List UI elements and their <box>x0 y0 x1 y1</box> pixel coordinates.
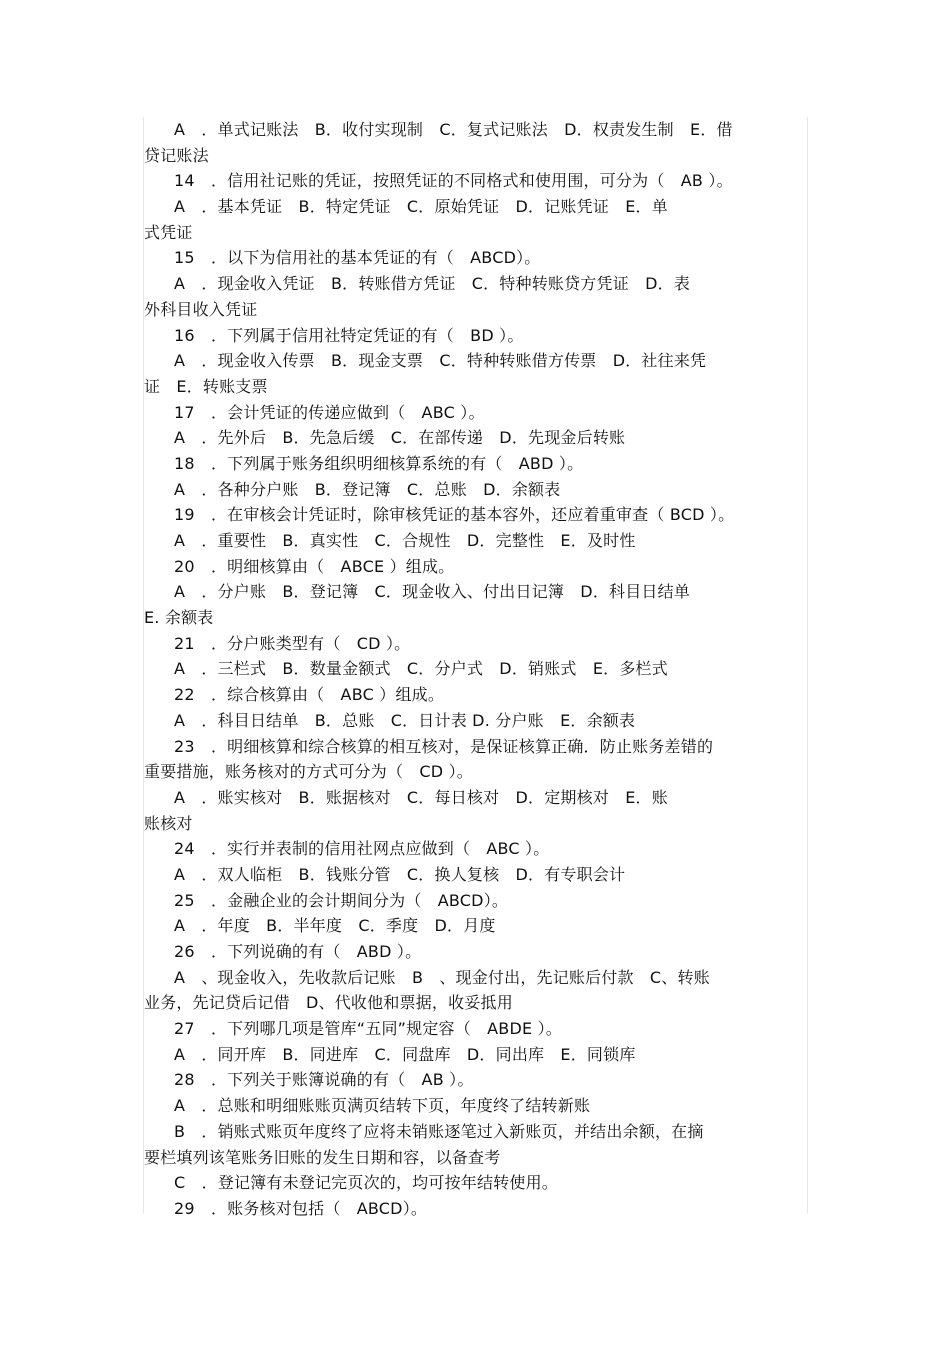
text-line: A ．三栏式 B．数量金额式 C．分户式 D．销账式 E．多栏式 <box>174 659 668 679</box>
text-line: B ．销账式账页年度终了应将未销账逐笔过入新账页，并结出余额，在摘 <box>174 1121 704 1141</box>
text-line: 18 ．下列属于账务组织明细核算系统的有（ ABD ）。 <box>174 453 584 473</box>
text-line: 23 ．明细核算和综合核算的相互核对，是保证核算正确．防止账务差错的 <box>174 736 714 756</box>
text-line: 19 ．在审核会计凭证时，除审核凭证的基本容外，还应着重审查（ BCD ）。 <box>174 505 735 525</box>
text-line: 贷记账法 <box>144 145 209 165</box>
text-line: A ．单式记账法 B．收付实现制 C．复式记账法 D．权责发生制 E．借 <box>174 120 733 139</box>
text-line: 16 ．下列属于信用社特定凭证的有（ BD ）。 <box>174 325 524 345</box>
text-line: A ．重要性 B．真实性 C．合规性 D．完整性 E．及时性 <box>174 531 636 550</box>
text-line: 账核对 <box>144 813 193 833</box>
text-line: A ．双人临柜 B．钱账分管 C．换人复核 D．有专职会计 <box>174 864 626 884</box>
text-line: 22 ．综合核算由（ ABC ）组成。 <box>174 685 445 705</box>
text-line: 重要措施，账务核对的方式可分为（ CD ）。 <box>144 762 473 782</box>
text-line: A ．年度 B．半年度 C．季度 D．月度 <box>174 916 496 936</box>
text-line: A ．现金收入凭证 B．转账借方凭证 C．特种转账贷方凭证 D．表 <box>174 274 691 294</box>
document-page <box>143 117 808 1218</box>
text-line: 28 ．下列关于账簿说确的有（ AB ）。 <box>174 1070 474 1090</box>
text-line: A ．总账和明细账账页满页结转下页，年度终了结转新账 <box>174 1096 591 1116</box>
text-line: A ．账实核对 B．账据核对 C．每日核对 D．定期核对 E．账 <box>174 787 668 807</box>
text-line: A ．科目日结单 B．总账 C．日计表 D. 分户账 E．余额表 <box>174 710 636 730</box>
text-line: 25 ．金融企业的会计期间分为（ ABCD）。 <box>174 890 509 910</box>
text-line: 29 ．账务核对包括（ ABCD）。 <box>174 1198 428 1218</box>
text-line: 27 ．下列哪几项是管库“五同”规定容（ ABDE ）。 <box>174 1019 562 1039</box>
text-line: 24 ．实行并表制的信用社网点应做到（ ABC ）。 <box>174 839 550 859</box>
text-line: 业务，先记贷后记借 D、代收他和票据，收妥抵用 <box>144 993 513 1013</box>
text-line: E. 余额表 <box>144 608 214 628</box>
text-line: A ．基本凭证 B．特定凭证 C．原始凭证 D．记账凭证 E．单 <box>174 197 668 217</box>
text-line: 21 ．分户账类型有（ CD ）。 <box>174 633 411 653</box>
text-line: A ．现金收入传票 B．现金支票 C．特种转账借方传票 D．社往来凭 <box>174 351 707 371</box>
question-text-block <box>144 117 807 1222</box>
text-line: C ．登记簿有未登记完页次的，均可按年结转使用。 <box>174 1173 558 1193</box>
text-line: 证 E．转账支票 <box>144 376 268 396</box>
text-line: 式凭证 <box>144 222 193 242</box>
text-line: 要栏填列该笔账务旧账的发生日期和容，以备查考 <box>144 1147 501 1167</box>
text-line: 外科目收入凭证 <box>144 299 258 319</box>
text-line: A ．同开库 B．同进库 C．同盘库 D．同出库 E．同锁库 <box>174 1044 636 1064</box>
text-line: A ．各种分户账 B．登记簿 C．总账 D．余额表 <box>174 479 561 499</box>
text-line: A 、现金收入，先收款后记账 B 、现金付出，先记账后付款 C、转账 <box>174 967 710 987</box>
text-line: A ．分户账 B．登记簿 C．现金收入、付出日记簿 D．科目日结单 <box>174 582 691 602</box>
text-line: 17 ．会计凭证的传递应做到（ ABC ）。 <box>174 402 485 422</box>
text-line: 20 ．明细核算由（ ABCE ）组成。 <box>174 556 455 576</box>
text-line: A ．先外后 B．先急后缓 C．在部传递 D．先现金后转账 <box>174 428 626 448</box>
text-line: 26 ．下列说确的有（ ABD ）。 <box>174 942 422 961</box>
text-line: 14 ．信用社记账的凭证，按照凭证的不同格式和使用围，可分为（ AB ）。 <box>174 171 733 191</box>
text-line: 15 ．以下为信用社的基本凭证的有（ ABCD）。 <box>174 248 541 268</box>
